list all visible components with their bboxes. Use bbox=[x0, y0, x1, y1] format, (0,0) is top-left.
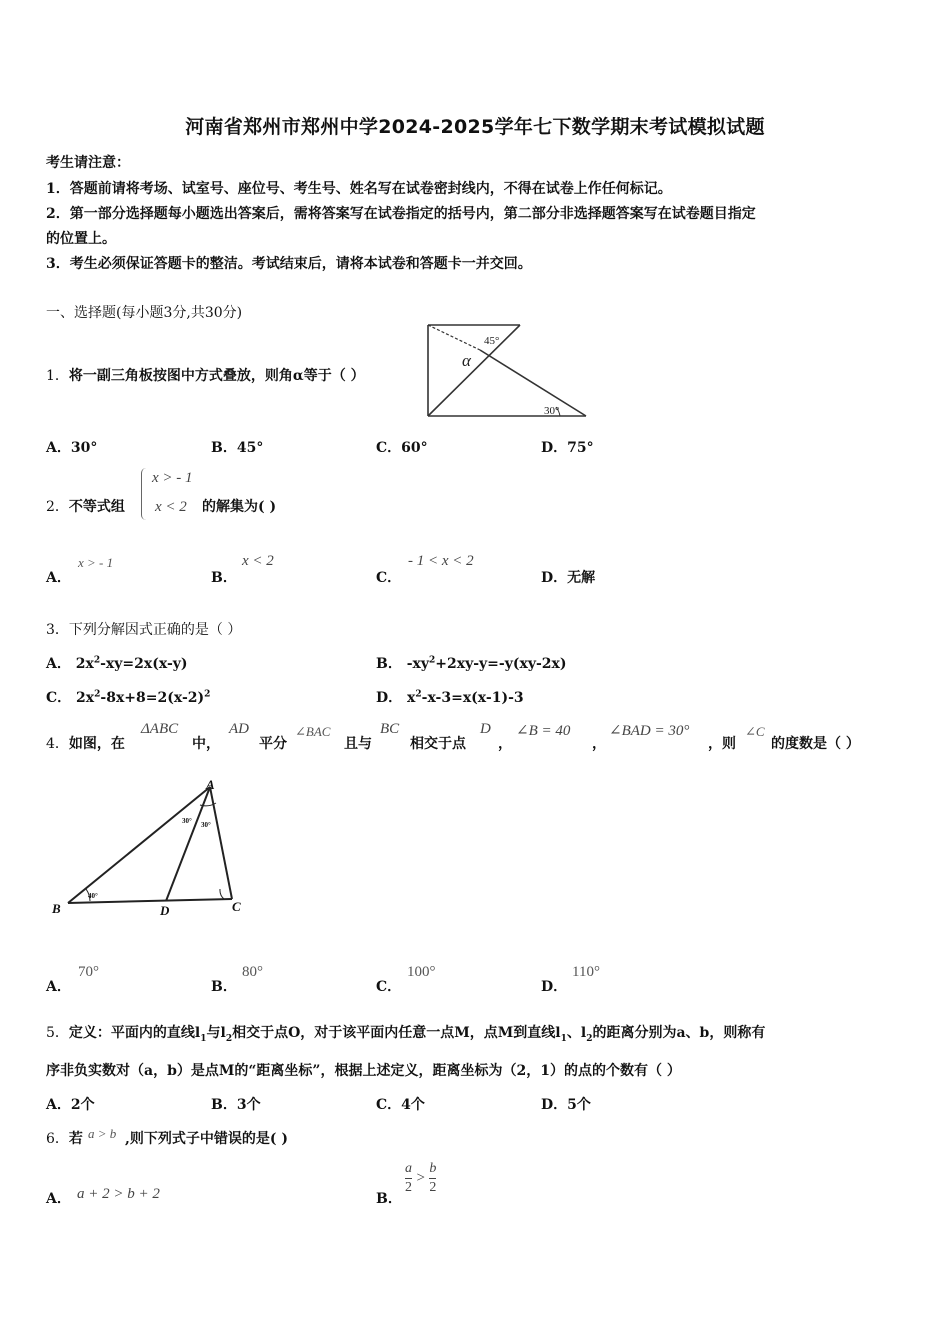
fraction-b-over-2 bbox=[429, 1160, 436, 1197]
question-3 bbox=[46, 619, 241, 639]
text-part: 定义：平面内的直线l bbox=[68, 1025, 201, 1041]
question-number: 6． bbox=[46, 1131, 69, 1147]
operator: > bbox=[416, 1170, 425, 1186]
option-label: D． bbox=[376, 690, 403, 706]
q4-option-a-value: 70° bbox=[78, 964, 99, 980]
question-text: 将一副三角板按图中方式叠放，则角α等于（ ） bbox=[68, 368, 365, 384]
math-d: D bbox=[480, 721, 491, 737]
q1-option-c[interactable] bbox=[376, 437, 428, 457]
denominator: 2 bbox=[405, 1180, 412, 1195]
option-label: C． bbox=[46, 690, 72, 706]
vertex-c: C bbox=[232, 899, 241, 914]
q3-option-c[interactable] bbox=[46, 687, 210, 707]
section-heading: 一、选择题(每小题3分,共30分) bbox=[46, 305, 243, 321]
system-brace bbox=[141, 468, 146, 520]
q6-option-b-label[interactable]: B． bbox=[376, 1191, 402, 1207]
text-part: 与l bbox=[206, 1025, 226, 1041]
question-number: 2． bbox=[46, 499, 69, 515]
q4-option-d-label[interactable]: D． bbox=[541, 979, 568, 995]
q2-option-a-value: x > - 1 bbox=[78, 555, 114, 570]
angle-label-dac: 30° bbox=[201, 821, 211, 829]
expr-part: -8x+8=2(x-2) bbox=[100, 690, 205, 706]
question-6 bbox=[46, 1128, 83, 1148]
angle-label-b: 40° bbox=[88, 892, 98, 900]
fig-label-alpha: α bbox=[462, 351, 471, 370]
option-label: A． bbox=[46, 656, 71, 672]
math-ad: AD bbox=[229, 721, 249, 737]
q6-option-a-label[interactable]: A． bbox=[46, 1191, 71, 1207]
option-value: 30° bbox=[70, 440, 98, 456]
option-label: B． bbox=[211, 1097, 237, 1113]
question-number: 5． bbox=[46, 1025, 69, 1041]
text-part: ，则 bbox=[708, 736, 736, 752]
text-part: 若 bbox=[68, 1131, 83, 1147]
q4-option-c-value: 100° bbox=[407, 964, 436, 980]
notice-item-1: 1．答题前请将考场、试室号、座位号、考生号、姓名写在试卷密封线内，不得在试卷上作任何标记。 bbox=[46, 181, 672, 197]
option-label: D． bbox=[541, 570, 568, 586]
q4-option-a-label[interactable]: A． bbox=[46, 979, 71, 995]
option-value: 2个 bbox=[70, 1097, 95, 1113]
math-angle-b: ∠B = 40 bbox=[516, 723, 571, 739]
math-bac: ∠BAC bbox=[295, 724, 331, 739]
text-part: 相交于点O，对于该平面内任意一点M，点M到直线l bbox=[232, 1025, 561, 1041]
subscript: 1 bbox=[200, 1033, 207, 1044]
question-5-line-2: 序非负实数对（a，b）是点M的“距离坐标”，根据上述定义，距离坐标为（2，1）的点的个数有（ ） bbox=[46, 1063, 681, 1079]
text-part: ， bbox=[498, 736, 512, 752]
text-part: 且与 bbox=[344, 736, 372, 752]
notice-heading: 考生请注意： bbox=[46, 155, 130, 171]
q2-option-c-value: - 1 < x < 2 bbox=[408, 553, 474, 569]
question-number: 3． bbox=[46, 622, 69, 638]
option-value: 5个 bbox=[567, 1097, 591, 1113]
fig-label-45: 45° bbox=[484, 335, 500, 347]
text-part: 的距离分别为a、b，则称有 bbox=[592, 1025, 766, 1041]
expr-sup: 2 bbox=[94, 689, 101, 700]
notice-item-3: 3．考生必须保证答题卡的整洁。考试结束后，请将本试卷和答题卡一并交回。 bbox=[46, 256, 532, 272]
text-part: ， bbox=[592, 736, 606, 752]
triangle-figure-q4 bbox=[48, 775, 253, 925]
fraction-a-over-2 bbox=[405, 1160, 412, 1197]
subscript: 1 bbox=[560, 1033, 567, 1044]
fig-label-30: 30° bbox=[544, 405, 560, 417]
text-part: 如图，在 bbox=[68, 736, 125, 752]
text-part: 相交于点 bbox=[410, 736, 466, 752]
system-line-1: x > - 1 bbox=[152, 470, 193, 486]
question-number: 4． bbox=[46, 736, 69, 752]
question-text-post: 的解集为( ) bbox=[202, 499, 277, 515]
page-title: 河南省郑州市郑州中学2024-2025学年七下数学期末考试模拟试题 bbox=[185, 116, 765, 138]
q4-option-b-value: 80° bbox=[242, 964, 263, 980]
subscript: 2 bbox=[586, 1033, 593, 1044]
notice-item-2-cont: 的位置上。 bbox=[46, 231, 116, 247]
q5-option-b[interactable] bbox=[211, 1094, 261, 1114]
question-1 bbox=[46, 365, 365, 385]
option-label: B． bbox=[211, 440, 237, 456]
expr-part: x bbox=[407, 690, 416, 706]
denominator: 2 bbox=[429, 1180, 437, 1195]
question-5 bbox=[46, 1022, 765, 1044]
vertex-a: A bbox=[206, 777, 215, 792]
text-part: 的度数是（ ） bbox=[771, 736, 860, 752]
q2-option-a-label[interactable]: A． bbox=[46, 570, 71, 586]
q2-option-d[interactable] bbox=[541, 567, 595, 587]
expr-part: -xy=2x(x-y) bbox=[100, 656, 188, 672]
expr-sup: 2 bbox=[415, 689, 422, 700]
q3-option-d[interactable] bbox=[376, 687, 524, 707]
q5-option-d[interactable] bbox=[541, 1094, 591, 1114]
text-part: ,则下列式子中错误的是( ) bbox=[125, 1131, 288, 1147]
q3-option-b[interactable] bbox=[376, 653, 566, 673]
q2-option-b-value: x < 2 bbox=[242, 553, 274, 569]
q1-option-a[interactable] bbox=[46, 437, 97, 457]
text-part: 平分 bbox=[259, 736, 287, 752]
option-value: 3个 bbox=[236, 1097, 261, 1113]
text-part: 、l bbox=[566, 1025, 587, 1041]
q5-option-c[interactable] bbox=[376, 1094, 425, 1114]
expr-part: -x-3=x(x-1)-3 bbox=[421, 690, 524, 706]
expr-sup: 2 bbox=[93, 655, 101, 666]
option-label: A． bbox=[46, 1097, 71, 1113]
expr-part: +2xy-y=-y(xy-2x) bbox=[435, 656, 567, 672]
numerator: a bbox=[405, 1160, 412, 1179]
option-label: B． bbox=[376, 656, 402, 672]
q6-option-a-value: a + 2 > b + 2 bbox=[77, 1186, 160, 1202]
question-text-pre: 不等式组 bbox=[68, 499, 125, 515]
q4-option-b-label[interactable]: B． bbox=[211, 979, 237, 995]
question-4 bbox=[46, 733, 125, 753]
numerator: b bbox=[429, 1160, 436, 1179]
expr-part: 2x bbox=[75, 656, 94, 672]
text-part: 中， bbox=[192, 736, 220, 752]
expr-sup: 2 bbox=[204, 689, 211, 700]
option-label: A． bbox=[46, 440, 71, 456]
system-line-2: x < 2 bbox=[155, 499, 187, 515]
expr-sup: 2 bbox=[429, 655, 436, 666]
q1-option-b[interactable] bbox=[211, 437, 263, 457]
option-value: 无解 bbox=[567, 570, 596, 586]
option-value: 4个 bbox=[401, 1097, 425, 1113]
q1-option-d[interactable] bbox=[541, 437, 594, 457]
q4-option-d-value: 110° bbox=[572, 964, 600, 980]
math-angle-bad: ∠BAD = 30° bbox=[609, 723, 690, 739]
expr-part: 2x bbox=[76, 690, 95, 706]
math-abc: ΔABC bbox=[141, 721, 179, 737]
q3-option-a[interactable] bbox=[46, 653, 188, 673]
option-value: 60° bbox=[401, 440, 428, 456]
math-angle-c: ∠C bbox=[745, 724, 765, 739]
expr-part: -xy bbox=[406, 656, 430, 672]
q2-option-c-label[interactable]: C． bbox=[376, 570, 402, 586]
option-label: D． bbox=[541, 440, 568, 456]
q4-option-c-label[interactable]: C． bbox=[376, 979, 402, 995]
vertex-d: D bbox=[160, 903, 170, 918]
notice-item-2: 2．第一部分选择题每小题选出答案后，需将答案写在试卷指定的括号内，第二部分非选择题答案写在试卷题目指定 bbox=[46, 206, 756, 222]
option-value: 75° bbox=[567, 440, 594, 456]
math-condition: a > b bbox=[88, 1126, 117, 1141]
math-bc: BC bbox=[380, 721, 400, 737]
q5-option-a[interactable] bbox=[46, 1094, 95, 1114]
option-label: C． bbox=[376, 440, 402, 456]
question-2 bbox=[46, 496, 125, 516]
question-number: 1． bbox=[46, 368, 69, 384]
q6-option-b-value bbox=[405, 1160, 436, 1197]
option-label: D． bbox=[541, 1097, 568, 1113]
question-text: 下列分解因式正确的是（ ） bbox=[68, 622, 242, 638]
vertex-b: B bbox=[52, 901, 61, 916]
triangle-figure-q1 bbox=[420, 320, 595, 420]
subscript: 2 bbox=[225, 1033, 233, 1044]
option-label: C． bbox=[376, 1097, 402, 1113]
q2-option-b-label[interactable]: B． bbox=[211, 570, 237, 586]
option-value: 45° bbox=[236, 440, 264, 456]
angle-label-bad: 30° bbox=[182, 817, 192, 825]
